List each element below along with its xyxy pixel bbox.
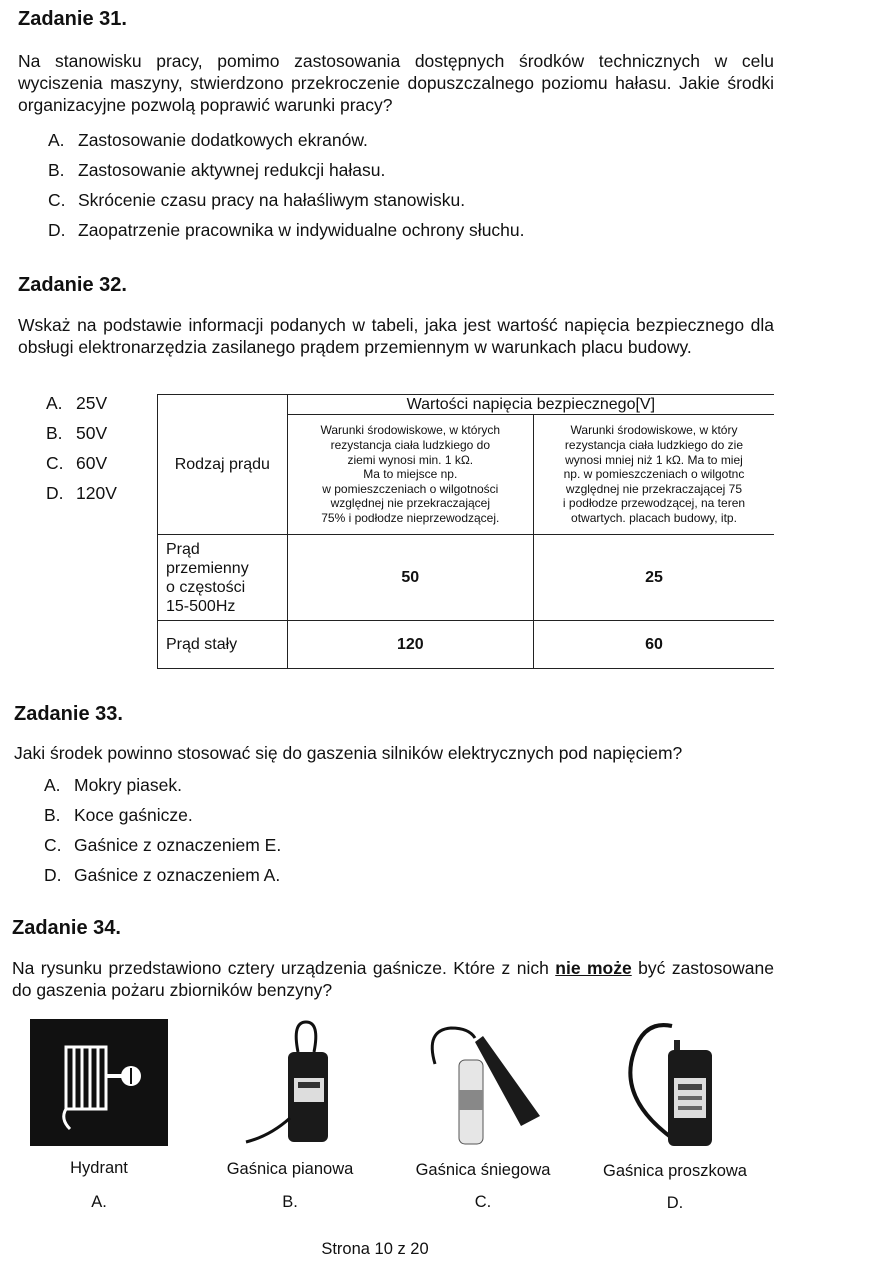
q32-option-b: B. 50V <box>46 423 108 443</box>
co2-extinguisher-icon <box>425 1018 545 1148</box>
device-a-name: Hydrant <box>70 1159 128 1177</box>
q32-option-d: D. 120V <box>46 483 117 503</box>
voltage-table <box>157 394 774 669</box>
table-header-current-type: Rodzaj prądu <box>158 395 288 535</box>
table-row-ac-value-2: 25 <box>533 535 774 621</box>
q33-option-a: A. Mokry piasek. <box>44 775 182 795</box>
q32-options <box>46 388 117 508</box>
q32-option-c: C. 60V <box>46 453 108 473</box>
q34-emphasis: nie może <box>555 958 632 978</box>
q31-option-a: A. Zastosowanie dodatkowych ekranów. <box>48 130 368 150</box>
device-d-name: Gaśnica proszkowa <box>603 1162 747 1180</box>
device-b-letter: B. <box>282 1193 298 1211</box>
q31-title: Zadanie 31. <box>18 8 127 30</box>
table-row-dc-label: Prąd stały <box>158 621 288 669</box>
q33-option-d: D. Gaśnice z oznaczeniem A. <box>44 865 281 885</box>
q33-text: Jaki środek powinno stosować się do gaszenia silników elektrycznych pod napięciem? <box>14 743 683 763</box>
q33-options <box>44 770 281 890</box>
table-row-dc <box>158 621 775 669</box>
table-condition-1: Warunki środowiskowe, w których rezystancja ciała ludzkiego do ziemi wynosi min. 1 kΩ. Ma to miejsce np. w pomieszczeniach o wilgotności względnej nie przekraczającej 75% i podłodze nieprzewodzącej. <box>287 415 533 535</box>
table-condition-2: Warunki środowiskowe, w który rezystancja ciała ludzkiego do zie wynosi mniej niż 1 kΩ. Ma to miej np. w pomieszczeniach o wilgotnc względnej nie przekraczającej 75 i podłodze przewodzącej, na teren otwartych. placach budowy, itp. <box>533 415 774 535</box>
powder-extinguisher-icon <box>620 1018 730 1148</box>
device-d-letter: D. <box>666 1194 684 1212</box>
q31-option-d: D. Zaopatrzenie pracownika w indywidualne ochrony słuchu. <box>48 220 525 240</box>
q31-text: Na stanowisku pracy, pomimo zastosowania dostępnych środków technicznych w celu wyciszenia maszyny, stwierdzono przekroczenie dopuszczalnego poziomu hałasu. Jakie środki organizacyjne pozwolą poprawić warunki pracy? <box>18 51 774 115</box>
q33-option-c: C. Gaśnice z oznaczeniem E. <box>44 835 282 855</box>
table-row-dc-value-1: 120 <box>287 621 533 669</box>
q32-text: Wskaż na podstawie informacji podanych w tabeli, jaka jest wartość napięcia bezpiecznego dla obsługi elektronarzędzia zasilanego prądem przemiennym w warunkach placu budowy. <box>18 315 774 357</box>
q33-option-b: B. Koce gaśnicze. <box>44 805 193 825</box>
q34-text: Na rysunku przedstawiono cztery urządzenia gaśnicze. Które z nich nie może być zastosowane do gaszenia pożaru zbiorników benzyny? <box>12 958 774 1000</box>
q32-title: Zadanie 32. <box>18 274 127 296</box>
q31-options <box>48 125 525 245</box>
table-row-dc-value-2: 60 <box>533 621 774 669</box>
q34-title: Zadanie 34. <box>12 917 121 939</box>
q31-option-b: B. Zastosowanie aktywnej redukcji hałasu. <box>48 160 386 180</box>
q32-option-a: A. 25V <box>46 393 108 413</box>
q31-option-c: C. Skrócenie czasu pracy na hałaśliwym stanowisku. <box>48 190 466 210</box>
device-b-name: Gaśnica pianowa <box>226 1160 354 1178</box>
table-header-safe-voltage: Wartości napięcia bezpiecznego[V] <box>287 395 774 415</box>
page-number: Strona 10 z 20 <box>321 1240 429 1258</box>
hydrant-icon <box>30 1019 168 1146</box>
device-c-letter: C. <box>474 1193 492 1211</box>
device-c-name: Gaśnica śniegowa <box>415 1161 551 1179</box>
foam-extinguisher-icon <box>240 1018 340 1148</box>
device-a-letter: A. <box>91 1193 107 1211</box>
table-row-ac-label: Prąd przemienny o częstości 15-500Hz <box>158 535 288 621</box>
table-row-ac-value-1: 50 <box>287 535 533 621</box>
table-row-ac <box>158 535 775 621</box>
q33-title: Zadanie 33. <box>14 703 123 725</box>
